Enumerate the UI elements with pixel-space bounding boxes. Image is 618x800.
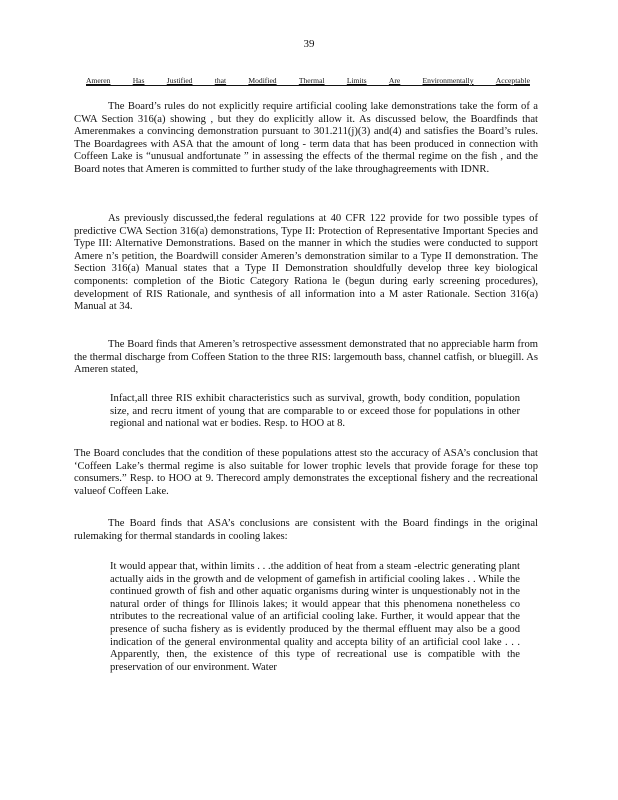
heading-word: Thermal	[298, 76, 325, 85]
body-paragraph: The Board’s rules do not explicitly require artificial cooling lake demonstrations take the form of a CWA Section 316(a) showing , but they do explicitly allow it. As discussed below, the Boardfinds that Amerenmakes a convincing demonstration pursuant to 301.211(j)(3) and(4) and satisfies the Board’s rules. The Boardagrees with ASA that the amount of long - term data that has been produced in connection with Coffeen Lake is “unusual andfortunate ” in assessing the effects of the thermal regime on the fish , and the Board notes that Ameren is committed to further study of the lake throughagreements with IDNR.	[74, 101, 538, 175]
block-quote: It would appear that, within limits . . .the addition of heat from a steam -electric generating plant actually aids in the growth and de velopment of gamefish in artificial cooling lakes . . While the continued growth of fish and other aquatic organisms during winter is unquestionably not in the natural order of things for Illinois lakes; it would appear that this phenomena nonetheless co ntributes to the recreational value of an artificial cooling lake. Further, it would appear that the presence of sucha fishery as is evidently produced by the thermal effluent may also be a good indication of the general environmental quality and accepta bility of an artificial cool lake . . . Apparently, then, the existence of this type of recreational use is compatible with the preservation of our environment. Water	[110, 561, 520, 673]
body-paragraph: As previously discussed,the federal regulations at 40 CFR 122 provide for two possible types of predictive CWA Section 316(a) demonstrations, Type II: Protection of Representative Important Species and Type III: Alternative Demonstrations. Based on the manner in which the studies were conducted to support Amere n’s petition, the Boardwill consider Ameren’s demonstration similar to a Type II demonstration. The Section 316(a) Manual states that a Type II Demonstration shouldfully develop three key biological components: completion of the Biotic Category Rationa le (begun during early screening procedures), development of RIS Rationale, and synthesis of all information into a M aster Rationale. Section 316(a) Manual at 34.	[74, 213, 538, 313]
heading-word: Modified	[248, 76, 277, 85]
heading-word: Are	[388, 76, 401, 85]
heading-word: that	[214, 76, 227, 85]
heading-word: Justified	[166, 76, 193, 85]
body-paragraph: The Board finds that ASA’s conclusions are consistent with the Board findings in the original rulemaking for thermal standards in cooling lakes:	[74, 518, 538, 542]
heading-word: Limits	[346, 76, 367, 85]
heading-word: Ameren	[86, 76, 111, 85]
body-paragraph: The Board finds that Ameren’s retrospective assessment demonstrated that no appreciable harm from the thermal discharge from Coffeen Station to the three RIS: largemouth bass, channel catfish, or bluegill. As Ameren stated,	[74, 339, 538, 376]
heading-word: Acceptable	[495, 76, 530, 85]
body-paragraph: The Board concludes that the condition of these populations attest sto the accuracy of ASA’s conclusion that ‘Coffeen Lake’s thermal regime is also suitable for lower trophic levels that provide forage for these top consumers.” Resp. to HOO at 9. Therecord amply demonstrates the exceptional fishery and the recreational valueof Coffeen Lake.	[74, 448, 538, 497]
section-heading	[86, 76, 530, 86]
heading-word: Has	[132, 76, 145, 85]
page-number: 39	[303, 38, 315, 50]
block-quote: Infact,all three RIS exhibit characteristics such as survival, growth, body condition, population size, and recru itment of young that are comparable to or exceed those for populations in other regional and national wat er bodies. Resp. to HOO at 8.	[110, 393, 520, 430]
heading-word: Environmentally	[422, 76, 474, 85]
